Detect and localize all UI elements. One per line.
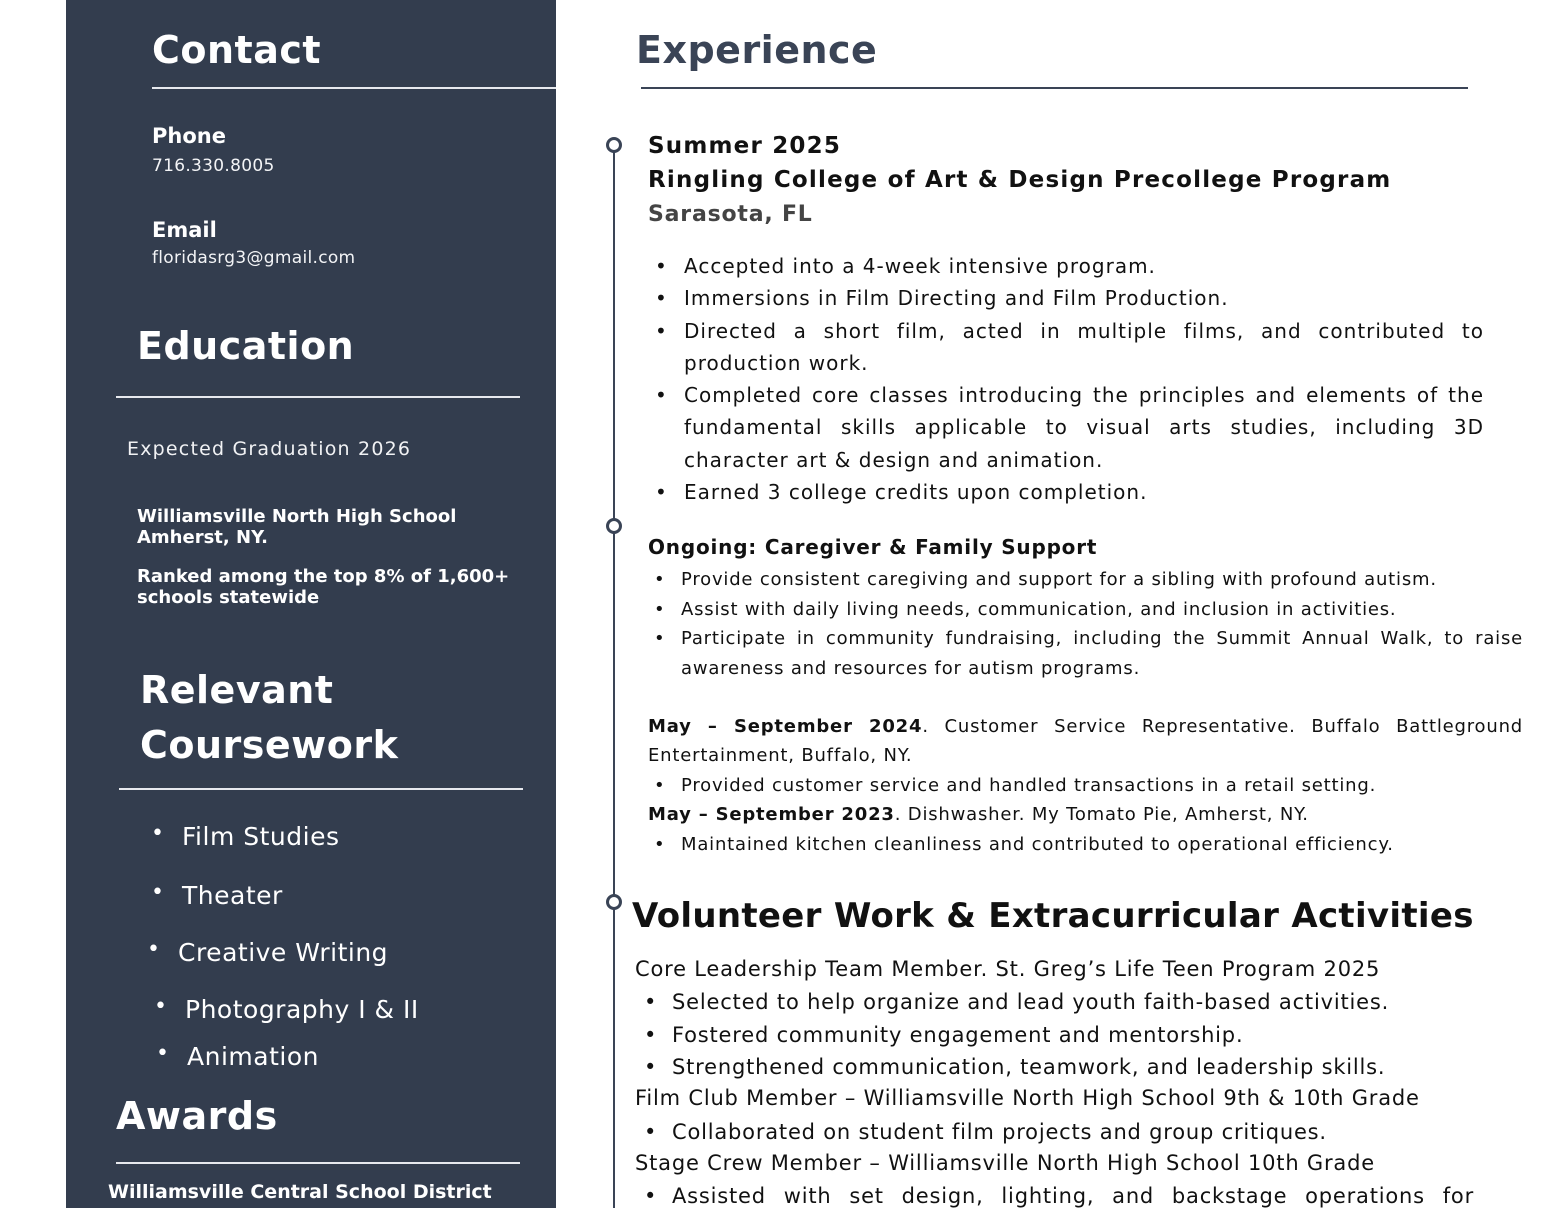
list-item: • Completed core classes introducing the principles and elements of the fundamental skills applicable to visual arts studies, including 3D character art & design and animation. [684, 379, 1484, 476]
timeline-dot [606, 518, 622, 534]
experience-heading: Experience [636, 28, 878, 72]
course-item: • Theater [182, 881, 283, 910]
list-item: • Participate in community fundraising, including the Summit Annual Walk, to raise awareness and resources for autism programs. [681, 624, 1523, 683]
timeline-dot [606, 137, 622, 153]
course-item: • Creative Writing [178, 938, 388, 967]
list-item: • Strengthened communication, teamwork, and leadership skills. [672, 1051, 1492, 1084]
list-item: • Accepted into a 4-week intensive program. [684, 250, 1484, 282]
role2-bullets [672, 1116, 1492, 1149]
list-item: • Selected to help organize and lead youth faith-based activities. [672, 986, 1492, 1019]
school-block [137, 506, 537, 548]
phone-label: Phone [152, 124, 226, 148]
education-divider [116, 396, 520, 398]
school-name: Williamsville North High School [137, 506, 457, 527]
contact-divider [152, 87, 556, 89]
course-item: • Photography I & II [185, 995, 419, 1024]
coursework-heading-line-2: Coursework [140, 723, 399, 767]
email-value: floridasrg3@gmail.com [152, 248, 356, 268]
job2-bullets [681, 565, 1523, 683]
job-location: Sarasota, FL [648, 202, 813, 227]
list-item: • Assist with daily living needs, communication, and inclusion in activities. [681, 595, 1523, 625]
list-item: • Provide consistent caregiving and support for a sibling with profound autism. [681, 565, 1523, 595]
job-title: Ringling College of Art & Design Precollege Program [648, 167, 1392, 193]
job-date: May – September 2023 [648, 804, 895, 825]
experience-divider [641, 87, 1468, 89]
timeline-line [613, 146, 615, 1208]
phone-value: 716.330.8005 [152, 156, 275, 176]
job-date: Summer 2025 [648, 133, 842, 159]
list-item: • Directed a short film, acted in multiple films, and contributed to production work. [684, 315, 1484, 380]
job-description: . Dishwasher. My Tomato Pie, Amherst, NY. [894, 804, 1309, 825]
ranking-line-2: schools statewide [137, 587, 320, 608]
list-item: • Fostered community engagement and mentorship. [672, 1019, 1492, 1052]
email-label: Email [152, 218, 217, 242]
timeline-dot [606, 894, 622, 910]
volunteer-role: Stage Crew Member – Williamsville North High School 10th Grade [635, 1151, 1375, 1175]
coursework-heading-line-1: Relevant [140, 668, 334, 712]
job3-bullets [681, 771, 1523, 801]
awards-heading: Awards [116, 1094, 278, 1138]
volunteer-role: Core Leadership Team Member. St. Greg’s Life Teen Program 2025 [635, 957, 1381, 981]
awards-divider [116, 1162, 520, 1164]
volunteer-heading: Volunteer Work & Extracurricular Activities [632, 896, 1474, 936]
job-description: . Customer Service Representative. Buffalo Battleground Entertainment, Buffalo, NY. [648, 716, 1524, 766]
job4-bullets [681, 830, 1523, 860]
list-item: • Maintained kitchen cleanliness and contributed to operational efficiency. [681, 830, 1523, 860]
job-date: May – September 2024 [648, 716, 923, 737]
course-item: • Animation [187, 1042, 319, 1071]
coursework-divider [119, 788, 523, 790]
job1-bullets [684, 250, 1484, 508]
contact-heading: Contact [152, 28, 322, 72]
volunteer-role: Film Club Member – Williamsville North High School 9th & 10th Grade [635, 1086, 1420, 1110]
ranking-line-1: Ranked among the top 8% of 1,600+ [137, 566, 510, 587]
education-heading: Education [137, 324, 355, 368]
list-item: • Earned 3 college credits upon completion. [684, 476, 1484, 508]
school-location: Amherst, NY. [137, 527, 268, 548]
ranking-block [137, 566, 537, 608]
job4-entry [648, 800, 1523, 829]
job3-entry [648, 712, 1523, 770]
graduation-date: Expected Graduation 2026 [127, 438, 412, 460]
job-title: Ongoing: Caregiver & Family Support [648, 535, 1098, 559]
role1-bullets [672, 986, 1492, 1084]
award-item: Williamsville Central School District [108, 1181, 492, 1203]
course-item: • Film Studies [182, 822, 340, 851]
list-item: • Assisted with set design, lighting, and backstage operations for [672, 1180, 1474, 1208]
list-item: • Immersions in Film Directing and Film Production. [684, 282, 1484, 314]
list-item: • Provided customer service and handled transactions in a retail setting. [681, 771, 1523, 801]
role3-bullets [672, 1180, 1474, 1208]
list-item: • Collaborated on student film projects and group critiques. [672, 1116, 1492, 1149]
